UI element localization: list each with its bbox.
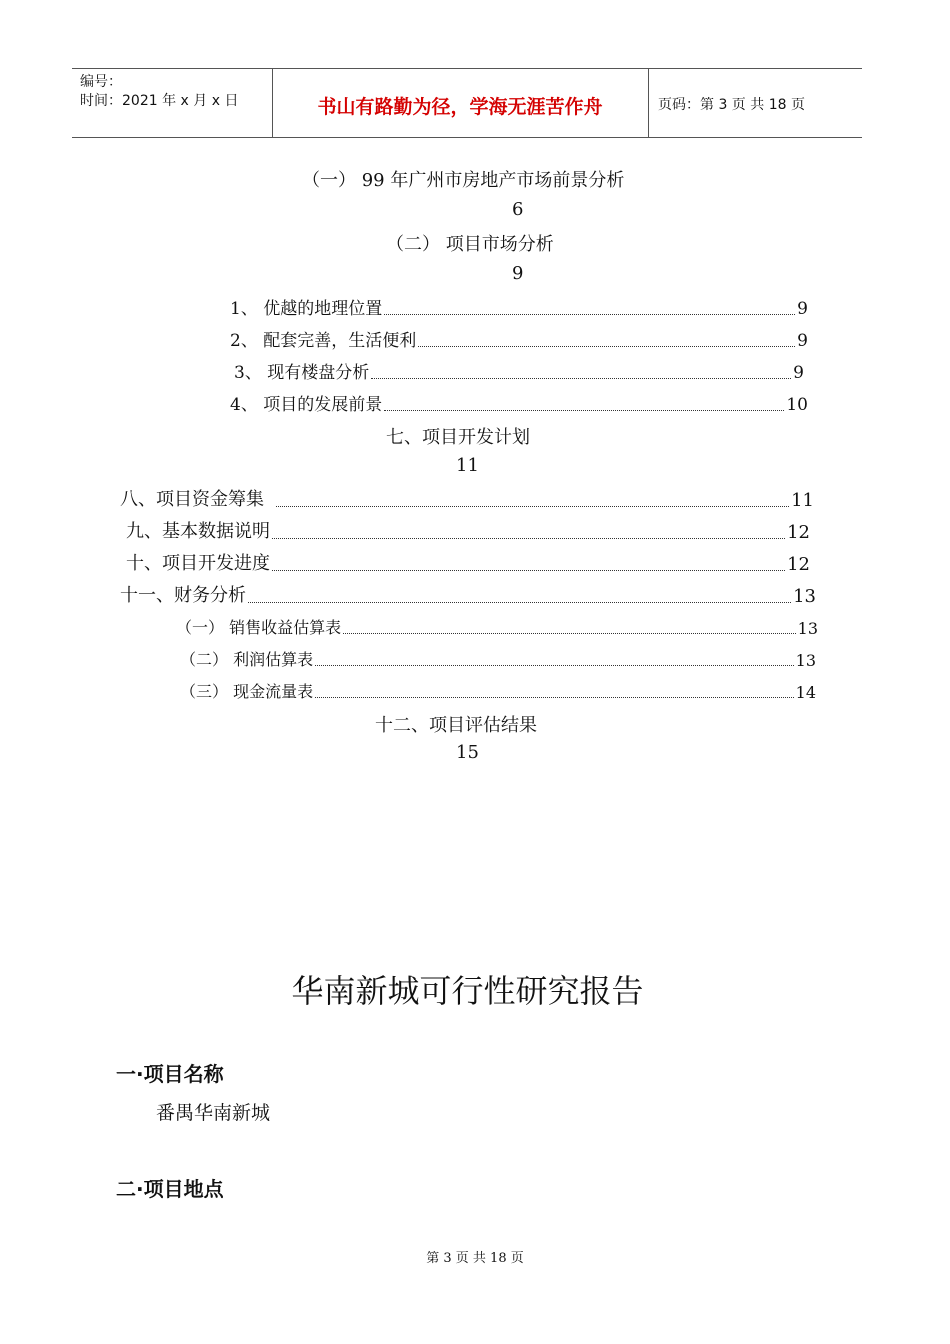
toc-finance-item bbox=[180, 647, 816, 670]
toc-entry-1: （一） 99 年广州市房地产市场前景分析 bbox=[302, 170, 625, 191]
toc-finance-item-page: 13 bbox=[797, 619, 818, 638]
toc-dot-leader bbox=[315, 664, 794, 666]
toc-finance-item-page: 13 bbox=[795, 651, 816, 670]
toc-main-item bbox=[126, 549, 810, 575]
toc-dot-leader bbox=[276, 505, 789, 507]
toc-main-item-label: 十一、财务分析 bbox=[120, 585, 246, 606]
toc-entry-2: （二） 项目市场分析 bbox=[386, 234, 554, 255]
toc-main-item bbox=[126, 517, 810, 543]
toc-sub-item-page: 9 bbox=[797, 299, 808, 319]
header-divider bbox=[648, 69, 649, 137]
toc-entry-2-page: 9 bbox=[512, 263, 524, 284]
toc-dot-leader bbox=[371, 377, 791, 379]
toc-dot-leader bbox=[272, 569, 785, 571]
toc-finance-item-label: （三） 现金流量表 bbox=[180, 682, 314, 701]
toc-main-item-label: 十、项目开发进度 bbox=[126, 553, 270, 574]
toc-sub-item bbox=[234, 358, 804, 383]
toc-dot-leader bbox=[272, 537, 785, 539]
toc-sub-item bbox=[230, 326, 808, 351]
toc-main-item-page: 11 bbox=[791, 490, 814, 511]
toc-finance-item-page: 14 bbox=[795, 683, 816, 702]
toc-sub-item-page: 10 bbox=[786, 395, 808, 415]
section-2-heading: 二·项目地点 bbox=[116, 1177, 224, 1201]
toc-main-item-page: 13 bbox=[793, 586, 816, 607]
toc-dot-leader bbox=[418, 345, 795, 347]
page-footer: 第 3 页 共 18 页 bbox=[426, 1251, 524, 1266]
serial-label: 编号： bbox=[80, 74, 122, 90]
toc-main-item-page: 12 bbox=[787, 522, 810, 543]
header-motto: 书山有路勤为径，学海无涯苦作舟 bbox=[317, 95, 603, 118]
toc-sub-item-label: 4、 项目的发展前景 bbox=[230, 395, 383, 415]
section-1-heading: 一·项目名称 bbox=[116, 1062, 224, 1086]
toc-section-12: 十二、项目评估结果 bbox=[375, 715, 537, 736]
header-page-info: 页码：第 3 页 共 18 页 bbox=[658, 97, 805, 113]
toc-dot-leader bbox=[343, 632, 796, 634]
toc-sub-item bbox=[230, 294, 808, 319]
toc-main-item bbox=[120, 581, 816, 607]
toc-sub-item-label: 1、 优越的地理位置 bbox=[230, 299, 383, 319]
toc-dot-leader bbox=[384, 409, 784, 411]
time-label: 时间：2021 年 x 月 x 日 bbox=[80, 93, 239, 109]
toc-sub-item-label: 3、 现有楼盘分析 bbox=[234, 363, 370, 383]
toc-dot-leader bbox=[315, 696, 794, 698]
toc-finance-item bbox=[180, 679, 816, 702]
toc-dot-leader bbox=[248, 601, 791, 603]
toc-main-item-page: 12 bbox=[787, 554, 810, 575]
toc-sub-item-page: 9 bbox=[793, 363, 804, 383]
toc-main-item bbox=[120, 485, 814, 511]
toc-finance-item-label: （二） 利润估算表 bbox=[180, 650, 314, 669]
toc-section-12-page: 15 bbox=[456, 742, 479, 763]
toc-section-7: 七、项目开发计划 bbox=[386, 427, 530, 448]
toc-finance-item-label: （一） 销售收益估算表 bbox=[176, 618, 342, 637]
section-1-text: 番禺华南新城 bbox=[156, 1102, 271, 1124]
toc-entry-1-page: 6 bbox=[512, 199, 524, 220]
document-title: 华南新城可行性研究报告 bbox=[291, 972, 644, 1010]
toc-dot-leader bbox=[384, 313, 795, 315]
toc-sub-item-page: 9 bbox=[797, 331, 808, 351]
toc-section-7-page: 11 bbox=[456, 455, 479, 476]
toc-finance-item bbox=[176, 615, 818, 638]
toc-main-item-label: 九、基本数据说明 bbox=[126, 521, 270, 542]
header-meta bbox=[80, 73, 238, 111]
page-header bbox=[72, 68, 862, 138]
toc-sub-item bbox=[230, 390, 808, 415]
toc-sub-item-label: 2、 配套完善，生活便利 bbox=[230, 331, 417, 351]
toc-main-item-label: 八、项目资金筹集 bbox=[120, 489, 264, 510]
